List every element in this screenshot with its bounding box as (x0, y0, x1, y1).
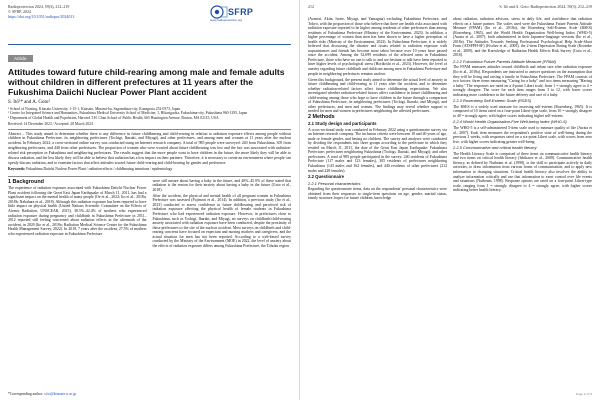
paragraph: After the accident, the physical and mental health of all pregnant women in Fukushima Prefecture was assessed (Fujimori et al., 2014). In addition, a previous study (Ito et al., 2023) conducted to assess confidence in future childbearing and perceived risk of radiation exposure affecting the physical health of female students in Fukushima Prefecture who had experienced radiation exposure. However, in prefectures close to Fukushima, such as Tochigi, Ibaraki, and Miyagi, no surveys on childbirth/child-rearing anxiety associated with radiation exposure have been conducted, despite the proximity of these prefectures to the site of the nuclear accident. Most surveys on childbirth and child-rearing concerns have focused on expectant and nursing mothers and caregivers, and the actual situation for men has not been reported. According to a web-based survey conducted by the Ministry of the Environment (MOE) in 2022, the level of anxiety about the effects of radiation exposure differs among Fukushima Prefecture, the Tohoku region (152, 193, 291, 248)
subsubsection-heading-characteristics: 2.2.1 Personal characteristics (308, 180, 361, 186)
correspondence-email[interactable]: s.ito@kitasato-u.ac.jp (44, 392, 77, 396)
paragraph: The WHO-5 is a self-administered 5-item scale used to measure quality of life (Awata et al., 2007). Each item measures the respondent's positive state of well-being during the previous 2 weeks, with responses rated on a six-point Likert scale, with scores from zero five, with higher scores indicating greater well-being. (453, 126, 592, 144)
section-heading-methods: 2 Methods (308, 114, 335, 121)
paragraph: Given this background, the present study aimed to determine the actual level of anxiety in future childbearing and child-rearing at 11 years after the accident, and to determine whether radiation-related factors affect future childbearing expectations. We also investigated whether radiation-related factors affect confidence in future childbearing and child-rearing among those who hope to have children in the future through a comparison of Fukushima Prefecture, its neighboring prefectures (Tochigi, Ibaraki, and Miyagi), and other prefectures, and men and women. The findings may reveal whether support is needed for men and women in prefectures neighboring the affected prefectures. (308, 77, 447, 114)
journal-line: Radioprotection 2024, 59(3), 212–219 (8, 4, 70, 9)
article-title: Attitudes toward future child-rearing among male and female adults without children in different prefectures at 11 years after the Fukushima Daiichi Nuclear Power Plant accident (8, 66, 285, 97)
body-columns (308, 17, 592, 202)
right-page (300, 0, 600, 400)
subsection-heading-questionnaire: 2.2 Questionnaire (308, 174, 345, 180)
paragraph: (Aomori, Akita, Iwate, Miyagi, and Yamagata) excluding Fukushima Prefecture, and Tokyo, with the proportion of those who believe that there are health risks associated with radiation exposure reported to be higher among residents of other prefectures than among residents of Fukushima Prefecture (Ministry of the Environment, 2023). In addition, a higher percentage of women than men has been shown to have a higher perception of health risks (Ministry of the Environment, 2023). In Fukushima Prefecture, it is widely believed that discussing the disaster and issues related to radiation exposure with acquaintances and friends has become more taboo because over 10 years have passed since the accident. Among the 32,699 residents of the affected areas in Fukushima Prefecture, those who have no one to talk to and are hesitant to talk have been reported to have higher levels of psychological stress (Horikoshi et al., 2023). However, the level of anxiety regarding future childbirth and childcare among men in Fukushima Prefecture and people in neighboring prefectures remains unclear. (308, 17, 447, 76)
authors: S. Itō¹* and A. Goto² (8, 99, 50, 105)
header-divider (8, 44, 291, 45)
abstract: Abstract – This study aimed to determine whether there is any difference in future childbearing and child-rearing in relation to radiation exposure effects among people without children in Fukushima Prefecture, its neighboring prefectures (Tochigi, Ibaraki, and Miyagi), and other prefectures, and among men and women at 11 years after the nuclear accident. In February 2022, a cross-sectional online survey was conducted using an Internet research company. A total of 985 people were surveyed: 240 from Fukushima, 305 from neighboring prefectures, and 440 from other prefectures. The proportion of women who were worried about future childbearing was low and the fact was associated with radiation-related risk perception in Fukushima and neighboring prefectures. The results suggest that the more people want to have children in the future, the more likely they will be able to discuss radiation, and the less likely they will be able to believe that radiation has a low impact on their partners. Therefore, it is necessary to create an environment where people can openly discuss radiation, and to examine factors that affect attitudes toward future child-rearing and child-bearing by gender and preference. (8, 131, 291, 165)
page-number: 212 (308, 4, 314, 9)
paragraph: were still unsure about having a baby in the future, and 40%–45.0% of these stated that radiation is the reason for their anxiety about having a baby in the future (Goto et al., 2018). (152, 178, 291, 192)
paragraph: about radiation, radiation advisors, stress in daily life, and confidence that radiation effects on a future partner. The scales used were the Fukushima Future Parents Attitude Measure (FPAM) (Ito et al., 2018a), the Rosenberg Self-Esteem Scale (RSES) (Rosenberg, 1965), and the World Health Organization Well-being Index (WHO-5) (Awata et al., 2007), both administered in their Japanese-language versions (Ito et al., 2018a). The Attitudes Towards Seeking Professional Psychological Help Scale-Short Form (ATSPPH-SF) (Fischer et al., 2009), the 2-item Depression Rating Scale (Kroenke et al., 2009), and the Knowledge of Radiation Health Effects Risk Survey (Goto et al., 2018). (453, 17, 592, 58)
sfrp-emblem-icon (210, 5, 228, 19)
paragraph: The Health Literacy Scale is comprised of three items on communicative health literacy and two items on critical health literacy (Ishikawa et al., 2008). Communicative health literacy, as defined by Nutbeam et al. (1998), is the skill to participate actively in daily activities, to draw information from various forms of communication, and to apply new information to changing situations. Critical health literacy also involves the ability to analyze information critically and use that information to exert control over life events and situations (Nutbeam, 1998). Response options are rated on a four-point Likert-type scale, ranging from 1 = strongly disagree to 4 = strongly agree, with higher scores indicating better health literacy. (453, 151, 592, 193)
copyright: © SFRP, 2024 (8, 9, 31, 15)
keywords-line (8, 167, 291, 172)
subsubsection-heading-health-literacy: 2.2.5 Communicative and critical health literacy (453, 145, 537, 151)
abstract-rule-top (8, 129, 291, 130)
body-columns (8, 179, 291, 250)
logo-wordmark: SFRP (228, 7, 254, 17)
subsubsection-heading-rses: 2.2.3 Rosenberg Self-Esteem Scale (RSES) (453, 98, 532, 104)
correspondence-label: *Corresponding author: (8, 392, 44, 396)
body-column-right (453, 17, 592, 202)
running-title: S. Itō and A. Goto: Radioprotection 2024, 59(3), 212–219 (499, 4, 592, 9)
affiliation-2: ² Center for Integrated Science and Humanities, Fukushima Medical University School of Medicine, 1, Hikarigaoka, Fukushima-city, Fukushima 960-1295, Japan (8, 111, 248, 116)
doi-link[interactable]: https://doi.org/10.1051/radiopro/2024013 (8, 14, 75, 20)
logo-subtitle: www.radioprotection.org (210, 18, 243, 22)
affiliation-3: ³ Department of Global Health and Population, Harvard T.H. Chan School of Public Health, 665 Huntington Avenue, Boston, MA 02115, USA (8, 115, 219, 120)
body-column-left (308, 17, 447, 202)
correspondence (8, 392, 76, 396)
subsubsection-heading-fpam: 2.2.2 Fukushima Future Parents Attitude Measure (FPAM) (453, 58, 556, 64)
page-footer: Page 2 of 8 (576, 392, 592, 396)
subsection-heading-study-design: 2.1 Study design and participants (308, 121, 377, 127)
journal-logo (210, 4, 266, 26)
received-dates: Received: 14 December 2023 / Accepted: 28 March 2024 (8, 122, 93, 127)
abstract-rule-bottom (8, 176, 291, 177)
body-column-right (153, 179, 292, 250)
paragraph: Regarding the questionnaire items, data on the respondents' personal characteristics were obtained from their responses to single-item questions on age, gender, marital status, family structure, hopes for future children, knowledge (308, 187, 447, 201)
section-heading-background: 1 Background (8, 178, 44, 185)
running-head (308, 4, 592, 9)
paragraph: The experience of radiation exposure associated with Fukushima Daiichi Nuclear Power Plant accident following the Great East Japan Earthquake of March 11, 2011, has had a significant impact on the mental health of many people (Oe et al., 2022; Ito et al., 2018a, 2018b; Nakahara et al., 2018). Although this radiation exposure has been reported to have little impact on physical health (United Nations Scientific Committee on the Effects of Atomic Radiation, UNSCEAR, 2015), 38.5%–42.4% of mothers who experienced radiation exposure during pregnancy and childbirth in Fukushima Prefecture in 2011–2012 reported still feeling concerned about radiation effects in the aftermath of the accident, in 2020 (Ito et al., 2018a; Radiation Medical Science Center for the Fukushima Health Management Survey, 2022). In 2018, 7 years after the accident, 27.5% of mothers who experienced radiation exposure in Fukushima Prefecture (8, 186, 147, 236)
keywords-label: Keywords: (8, 167, 26, 172)
affiliation-1: ¹ School of Nursing, Kitasato University, 1-15-1, Kitasato, Minami-ku, Sagamihara-city, Kanagawa 252-0373, Japan (8, 106, 181, 111)
subsubsection-heading-who5: 2.2.4 World Health Organization-Five Well-being Index (WHO-5) (453, 119, 567, 125)
paragraph: The RSES is a widely used measure for assessing self-esteem (Rosenberg, 1965). It is composed of 10 items rated on a four-point Likert-type scale, from 10 = strongly disagree to 40 = strongly agree, with higher scores indicating higher self-esteem. (453, 104, 592, 118)
article-type-badge: Article (8, 55, 33, 62)
paragraph: The FPAM measures attitudes toward childbirth and infant care after radiation exposure (Ito et al., 2018a). Respondents are instructed to answer questions on the assumption that they will be living and raising a family in Fukushima Prefecture. The FPAM consists of two factors: three items measuring "Caring for a baby" and two items measuring "Having a baby." The responses are rated on a 4-point Likert scale, from 1 = strongly agree to 4 = strongly disagree. The score for each item ranges from 3 to 12, with lower scores indicating more confidence in the future delivery and care of a baby. (453, 65, 592, 97)
keywords: Fukushima Daiichi Nuclear Power Plant / radiation effects / childbearing intentions / epidemiology (26, 167, 173, 172)
body-column-left (8, 179, 147, 250)
paragraph: A cross-sectional study was conducted in February 2022 using a questionnaire survey via an Internet research company. The inclusion criteria were between 18 and 40 years of age, male or female gender, and having no children. The survey and analyses were conducted by dividing the respondents into three groups according to the prefecture in which they resided on March 11, 2011, the date of the Great East Japan Earthquake: Fukushima Prefecture; prefectures neighboring Fukushima (Tochigi, Ibaraki, and Miyagi); and other prefectures. A total of 985 people participated in the survey: 240 residents of Fukushima Prefecture (117 males and 123 females), 305 residents of prefectures neighboring Fukushima (143 males and 162 females), and 440 residents of other prefectures (212 males and 228 females). (308, 127, 447, 173)
